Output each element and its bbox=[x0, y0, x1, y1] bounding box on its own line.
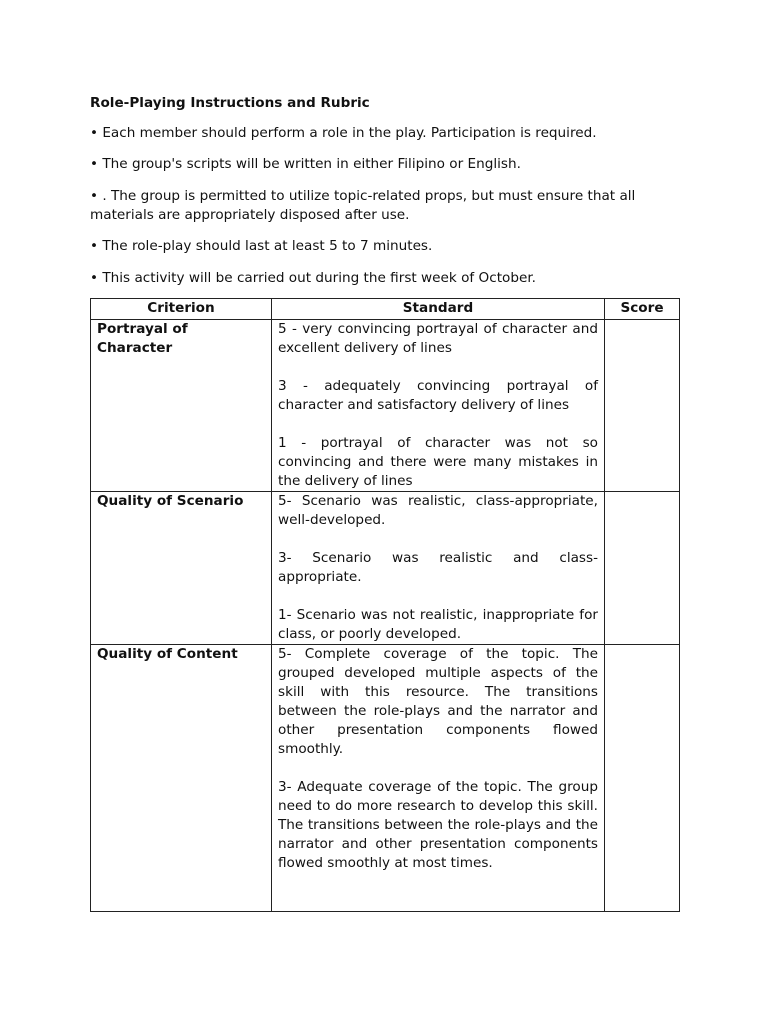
rubric-header-row bbox=[91, 299, 680, 320]
standard-cell bbox=[272, 492, 605, 645]
criterion-cell: Quality of Scenario bbox=[91, 492, 272, 645]
criterion-cell: Quality of Content bbox=[91, 645, 272, 912]
standard-level-3: 3- Scenario was realistic and class-appropriate. bbox=[278, 550, 598, 585]
standard-level-1: 1 - portrayal of character was not so convincing and there were many mistakes in the delivery of lines bbox=[278, 435, 598, 489]
standard-level-1: 1- Scenario was not realistic, inappropriate for class, or poorly developed. bbox=[278, 607, 598, 642]
score-cell bbox=[605, 320, 680, 492]
instruction-schedule: • This activity will be carried out during the first week of October. bbox=[90, 270, 536, 286]
header-score: Score bbox=[605, 299, 680, 320]
standard-level-3: 3 - adequately convincing portrayal of character and satisfactory delivery of lines bbox=[278, 378, 598, 413]
score-cell bbox=[605, 492, 680, 645]
criterion-cell: Portrayal of Character bbox=[91, 320, 272, 492]
rubric-table bbox=[90, 298, 680, 912]
document-title: Role-Playing Instructions and Rubric bbox=[90, 95, 370, 111]
rubric-row-scenario bbox=[91, 492, 680, 645]
rubric-row-content bbox=[91, 645, 680, 912]
header-criterion: Criterion bbox=[91, 299, 272, 320]
standard-cell bbox=[272, 645, 605, 912]
rubric-row-portrayal bbox=[91, 320, 680, 492]
instruction-participation: • Each member should perform a role in the play. Participation is required. bbox=[90, 125, 597, 141]
header-standard: Standard bbox=[272, 299, 605, 320]
instruction-duration: • The role-play should last at least 5 to 7 minutes. bbox=[90, 238, 433, 254]
standard-level-5: 5- Complete coverage of the topic. The grouped developed multiple aspects of the skill with this resource. The transitions between the role-plays and the narrator and other presentation components flowed smoothly. bbox=[278, 646, 598, 757]
standard-cell bbox=[272, 320, 605, 492]
standard-level-5: 5 - very convincing portrayal of character and excellent delivery of lines bbox=[278, 321, 598, 356]
standard-level-3: 3- Adequate coverage of the topic. The group need to do more research to develop this skill. The transitions between the role-plays and the narrator and other presentation components flowed smoothly at most times. bbox=[278, 779, 598, 871]
instruction-props: • . The group is permitted to utilize topic-related props, but must ensure that all materials are appropriately disposed after use. bbox=[90, 188, 636, 223]
standard-level-5: 5- Scenario was realistic, class-appropriate, well-developed. bbox=[278, 493, 598, 528]
instruction-language: • The group's scripts will be written in either Filipino or English. bbox=[90, 156, 521, 172]
score-cell bbox=[605, 645, 680, 912]
